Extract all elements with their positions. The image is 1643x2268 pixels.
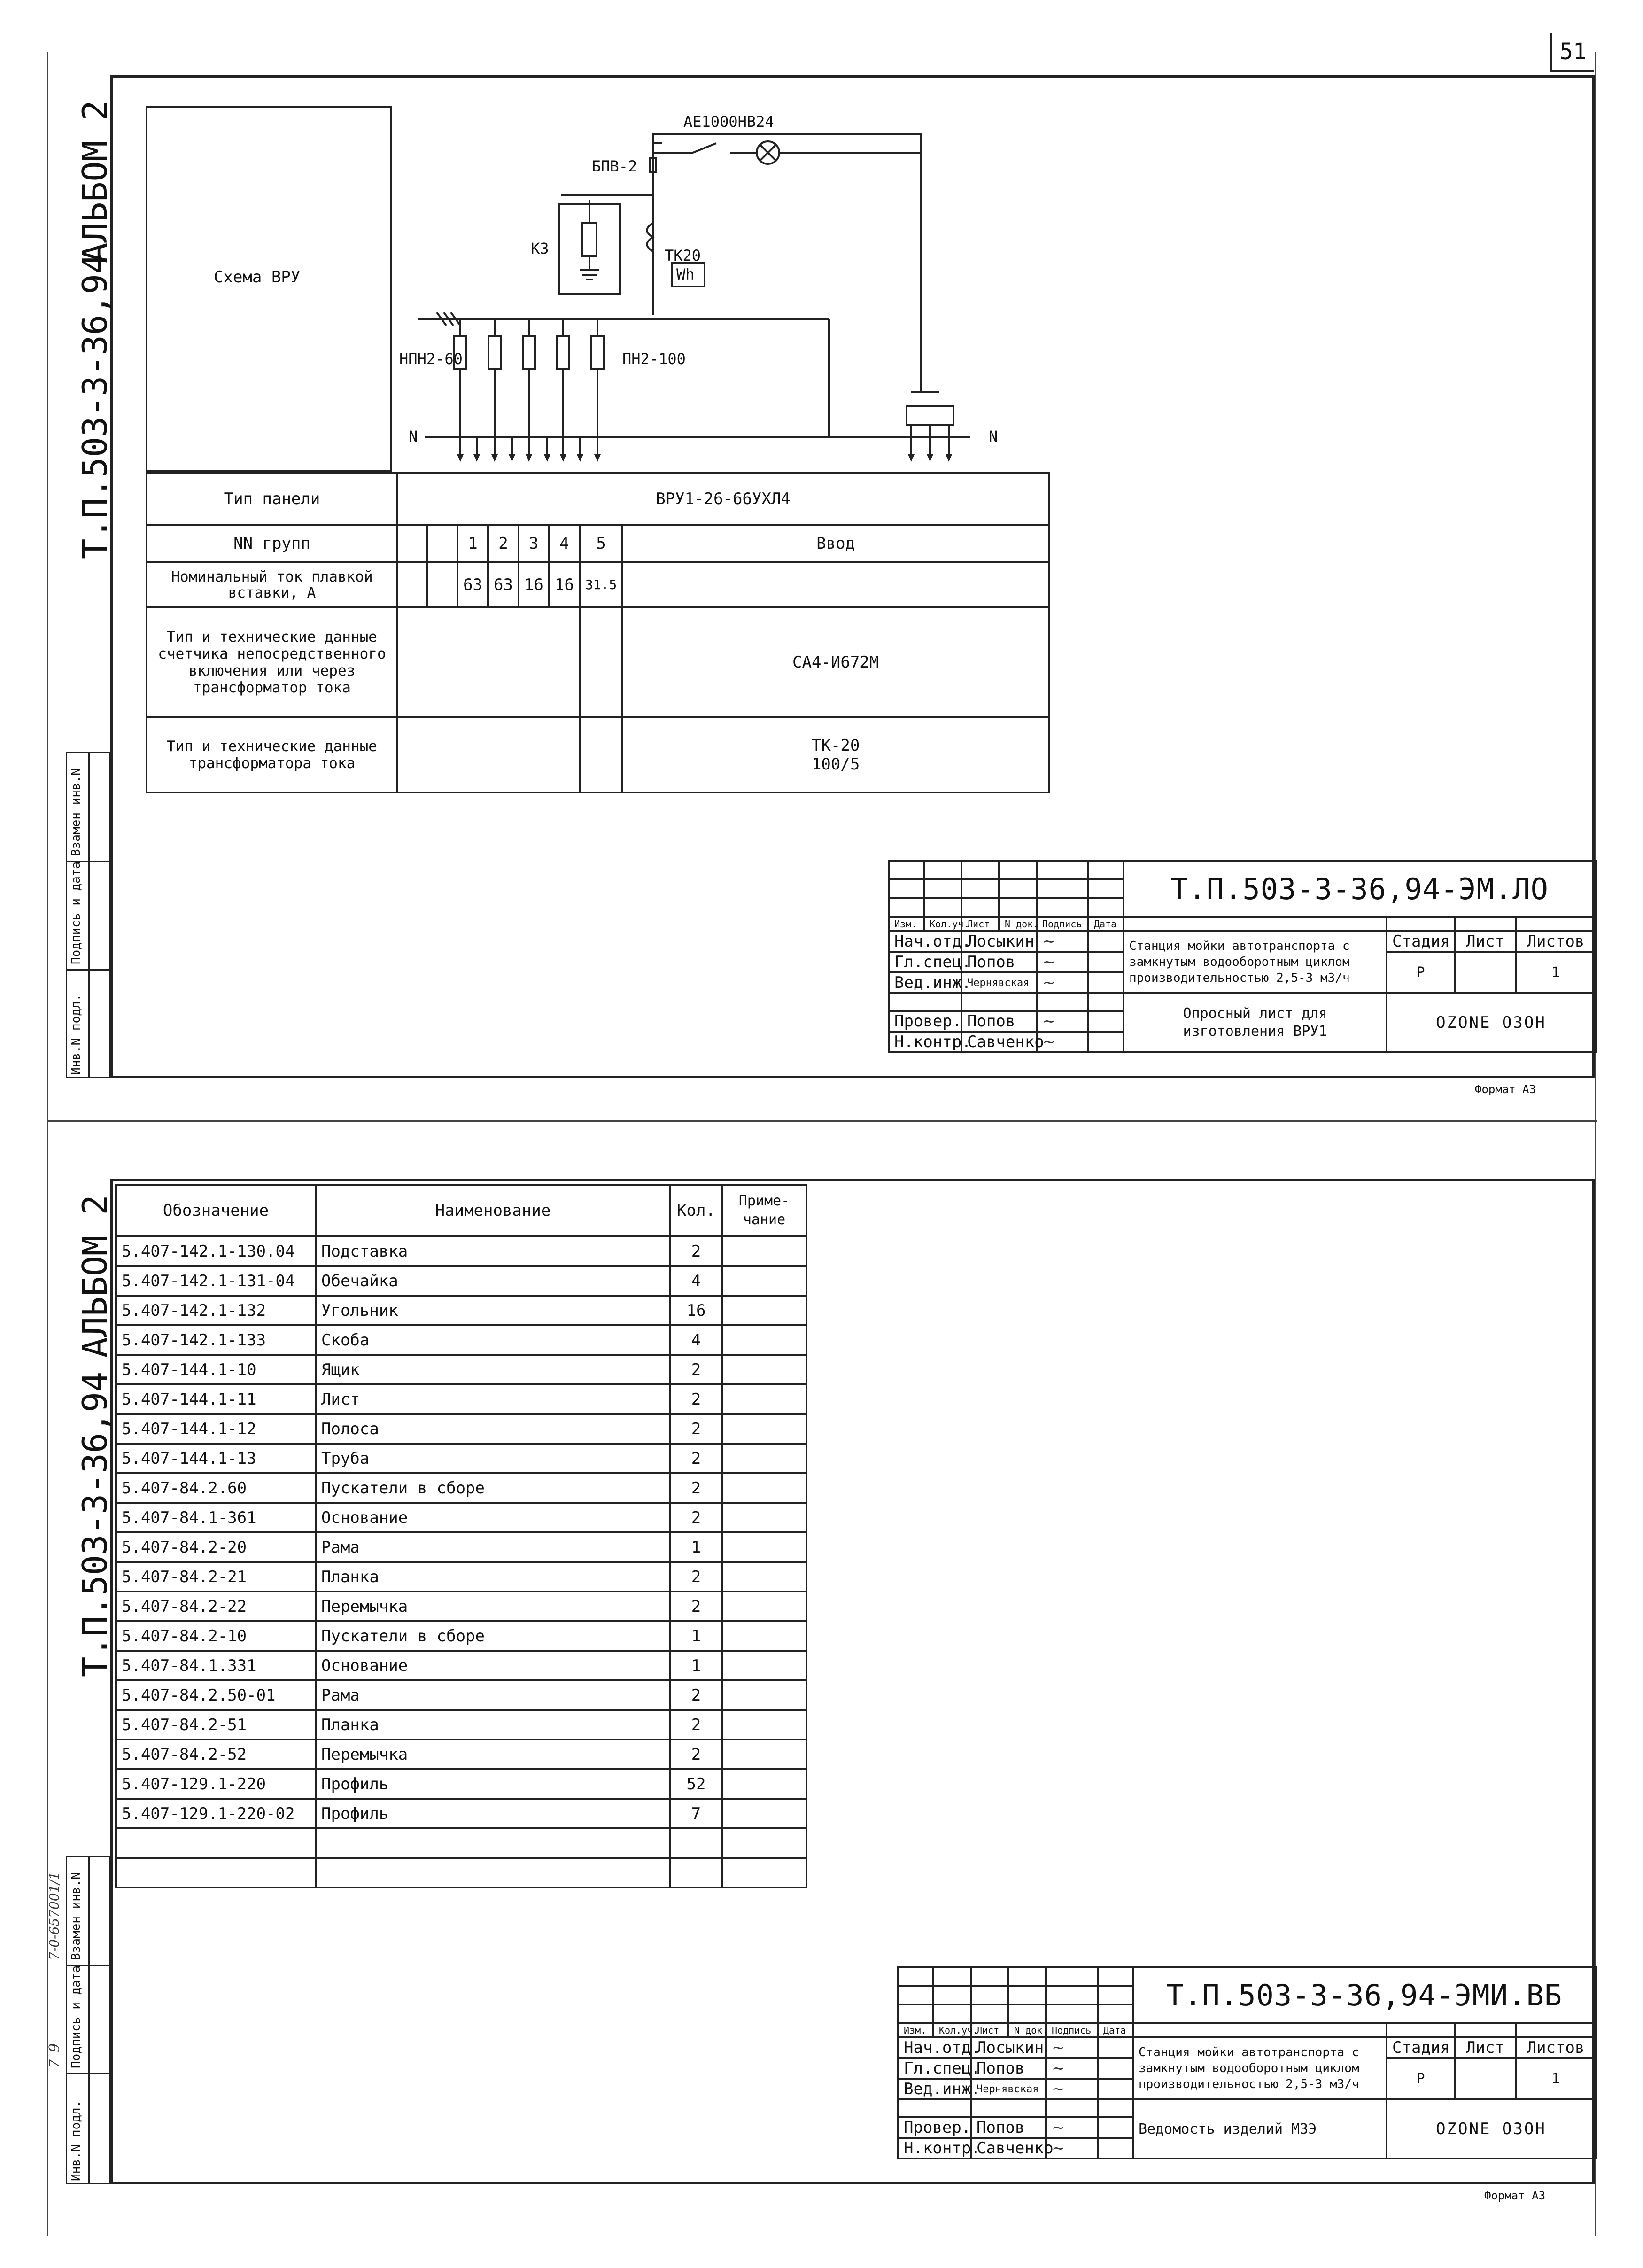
group-4: 4 <box>549 525 580 562</box>
side-album-label-top: АЛЬБОМ 2 <box>75 100 115 263</box>
spec-name: Перемычка <box>316 1740 670 1769</box>
spec-qty: 2 <box>670 1503 722 1532</box>
table-row <box>116 1562 806 1592</box>
top-h-ndok: N док. <box>999 917 1037 931</box>
spec-code: 5.407-84.2.50-01 <box>116 1680 316 1710</box>
bottom-logo: OZONE ОЗОН <box>1387 2099 1596 2159</box>
ct-type-value-cell <box>622 717 1049 792</box>
top-sheets-h: Листов <box>1516 931 1596 952</box>
breaker-label: АЕ1000НВ24 <box>683 113 774 131</box>
spec-note <box>722 1621 806 1651</box>
bottom-sheet-h: Лист <box>1455 2037 1516 2058</box>
neutral-right-label: N <box>989 427 998 445</box>
top-title: Опросный лист для изготовления ВРУ1 <box>1124 993 1387 1052</box>
meter-type-value: СА4-И672М <box>622 607 1049 717</box>
schematic-title: Схема ВРУ <box>214 268 301 287</box>
side-stamp-bottom <box>46 1856 110 2184</box>
table-row <box>116 1799 806 1828</box>
bottom-format-label: Формат А3 <box>1484 2189 1546 2202</box>
spec-name: Лист <box>316 1384 670 1414</box>
table-row <box>116 1621 806 1651</box>
spec-code: 5.407-144.1-13 <box>116 1444 316 1473</box>
table-row <box>116 1769 806 1799</box>
table-row <box>116 1236 806 1266</box>
top-stage: Р <box>1387 952 1455 993</box>
spec-h-qty: Кол. <box>670 1185 722 1236</box>
spec-name: Подставка <box>316 1236 670 1266</box>
side-stamp-podpis-b: Подпись и дата <box>69 1965 83 2068</box>
top-h-kol: Кол.уч. <box>924 917 961 931</box>
spec-qty: 2 <box>670 1710 722 1740</box>
sheet-divider <box>47 1120 1597 1122</box>
spec-qty: 2 <box>670 1236 722 1266</box>
side-stamp-podpis: Подпись и дата <box>69 861 83 964</box>
top-format-label: Формат А3 <box>1475 1083 1536 1096</box>
spec-name: Основание <box>316 1503 670 1532</box>
spec-code: 5.407-142.1-132 <box>116 1296 316 1325</box>
top-name-5: Савченко <box>961 1032 1037 1052</box>
top-role-4: Провер. <box>889 1011 961 1032</box>
table-row <box>116 1532 806 1562</box>
spec-qty: 4 <box>670 1325 722 1355</box>
spec-code: 5.407-84.2-21 <box>116 1562 316 1592</box>
spec-name: Пускатели в сборе <box>316 1473 670 1503</box>
spec-qty: 2 <box>670 1680 722 1710</box>
spec-code: 5.407-142.1-130.04 <box>116 1236 316 1266</box>
spec-qty: 1 <box>670 1532 722 1562</box>
spec-note <box>722 1473 806 1503</box>
meter-type-label: Тип и технические данные счетчика непосредственного включения или через трансформатор тока <box>147 607 397 717</box>
title-block-bottom: Т.П.503-3-36,94-ЭМИ.ВБ Изм. Кол.уч. Лист N док. Подпись Дата Нач.отд. Лосыкин ~ Станция мойки автотранспорта с замкнутым водооборотным циклом производительностью 2,5-3 м3/ч Стадия Лист Листов Гл.спец. Попов ~ Р 1 Вед.инж. Чернявская ~ Ведомость изделий МЗЭ OZONE ОЗОН Провер. Попов ~ Н.контр. Савченко ~ <box>897 1966 1596 2159</box>
bottom-h-podpis: Подпись <box>1046 2023 1098 2037</box>
spec-code: 5.407-84.2.60 <box>116 1473 316 1503</box>
table-row <box>116 1592 806 1621</box>
spec-name: Планка <box>316 1710 670 1740</box>
top-name-4: Попов <box>961 1011 1037 1032</box>
ct-label: ТК20 <box>665 247 701 264</box>
current-label: Номинальный ток плавкой вставки, А <box>147 562 397 607</box>
spec-qty: 2 <box>670 1740 722 1769</box>
top-role-5: Н.контр. <box>889 1032 961 1052</box>
panel-type-value: ВРУ1-26-66УХЛ4 <box>397 473 1049 525</box>
spec-name: Пускатели в сборе <box>316 1621 670 1651</box>
table-row <box>116 1325 806 1355</box>
spec-name: Профиль <box>316 1769 670 1799</box>
top-sheets: 1 <box>1516 952 1596 993</box>
bottom-name-5: Савченко <box>971 2138 1046 2159</box>
bottom-role-2: Гл.спец. <box>898 2058 971 2079</box>
bottom-stage-h: Стадия <box>1387 2037 1455 2058</box>
table-row <box>116 1710 806 1740</box>
spec-name: Труба <box>316 1444 670 1473</box>
spec-qty: 2 <box>670 1355 722 1384</box>
side-stamp-vzamen: Взамен инв.N <box>69 768 83 856</box>
bottom-stage: Р <box>1387 2058 1455 2099</box>
spec-name: Основание <box>316 1651 670 1680</box>
bottom-role-3: Вед.инж. <box>898 2079 971 2099</box>
spec-qty: 2 <box>670 1473 722 1503</box>
bottom-h-ndok: N док. <box>1008 2023 1046 2037</box>
top-name-2: Попов <box>961 952 1037 972</box>
spec-code: 5.407-129.1-220-02 <box>116 1799 316 1828</box>
table-row <box>116 1266 806 1296</box>
spec-code: 5.407-84.1.331 <box>116 1651 316 1680</box>
side-stamp-inv-b: Инв.N подл. <box>69 2100 83 2181</box>
spec-note <box>722 1414 806 1444</box>
spec-code: 5.407-144.1-11 <box>116 1384 316 1414</box>
schematic-diagram <box>392 106 1050 472</box>
spec-h-code: Обозначение <box>116 1185 316 1236</box>
spec-note <box>722 1296 806 1325</box>
table-row <box>116 1740 806 1769</box>
spec-name: Ящик <box>316 1355 670 1384</box>
title-block-top: Т.П.503-3-36,94-ЭМ.ЛО Изм. Кол.уч. Лист N док. Подпись Дата Нач.отд. Лосыкин ~ Станция мойки автотранспорта с замкнутым водооборотным циклом производительностью 2,5-3 м3/ч Стадия Лист Листов Гл.спец. Попов ~ Р 1 Вед.инж. Чернявская ~ Опросный лист для изготовления ВРУ1 OZONE ОЗОН Провер. Попов ~ Н.контр. Савченко ~ <box>888 860 1596 1053</box>
spec-note <box>722 1769 806 1799</box>
spec-qty: 4 <box>670 1266 722 1296</box>
spec-name: Скоба <box>316 1325 670 1355</box>
spec-note <box>722 1740 806 1769</box>
table-row <box>116 1473 806 1503</box>
spec-note <box>722 1680 806 1710</box>
spec-qty: 1 <box>670 1651 722 1680</box>
bottom-name-4: Попов <box>971 2117 1046 2138</box>
spec-qty: 2 <box>670 1592 722 1621</box>
spec-code: 5.407-84.2-52 <box>116 1740 316 1769</box>
table-row <box>116 1296 806 1325</box>
top-h-podpis: Подпись <box>1037 917 1088 931</box>
fuse-bpv-label: БПВ-2 <box>592 157 637 175</box>
table-row <box>116 1384 806 1414</box>
bottom-project: Станция мойки автотранспорта с замкнутым водооборотным циклом производительностью 2,5-3 м3/ч <box>1133 2037 1387 2099</box>
top-doc-code: Т.П.503-3-36,94-ЭМ.ЛО <box>1124 861 1596 917</box>
top-role-2: Гл.спец. <box>889 952 961 972</box>
schematic-left-box <box>146 106 392 472</box>
neutral-left-label: N <box>409 427 418 445</box>
spec-qty: 52 <box>670 1769 722 1799</box>
bottom-doc-code: Т.П.503-3-36,94-ЭМИ.ВБ <box>1133 1967 1596 2023</box>
spec-code: 5.407-142.1-133 <box>116 1325 316 1355</box>
table-row <box>116 1503 806 1532</box>
spec-name: Рама <box>316 1680 670 1710</box>
spec-code: 5.407-84.1-361 <box>116 1503 316 1532</box>
group-5: 5 <box>580 525 622 562</box>
spec-qty: 2 <box>670 1444 722 1473</box>
top-stage-h: Стадия <box>1387 931 1455 952</box>
top-role-1: Нач.отд. <box>889 931 961 952</box>
bottom-role-5: Н.контр. <box>898 2138 971 2159</box>
spec-name: Рама <box>316 1532 670 1562</box>
spec-note <box>722 1355 806 1384</box>
spec-name: Перемычка <box>316 1592 670 1621</box>
fuses-right-label: ПН2-100 <box>622 350 686 368</box>
spec-name: Угольник <box>316 1296 670 1325</box>
spec-h-note: Приме-чание <box>722 1185 806 1236</box>
top-sheet-h: Лист <box>1455 931 1516 952</box>
spec-qty: 2 <box>670 1384 722 1414</box>
bottom-sheets: 1 <box>1516 2058 1596 2099</box>
side-album-label-bottom: АЛЬБОМ 2 <box>75 1195 115 1358</box>
bottom-h-data: Дата <box>1098 2023 1133 2037</box>
side-stamp-vzamen-b: Взамен инв.N <box>69 1872 83 1960</box>
page-number-box <box>1550 33 1594 72</box>
top-logo: OZONE ОЗОН <box>1387 993 1596 1052</box>
current-4: 16 <box>549 562 580 607</box>
spec-table <box>115 1184 807 1888</box>
fuses-left-label: НПН2-60 <box>399 350 463 368</box>
top-h-list: Лист <box>961 917 999 931</box>
top-project: Станция мойки автотранспорта с замкнутым водооборотным циклом производительностью 2,5-3 м3/ч <box>1124 931 1387 993</box>
group-3: 3 <box>519 525 549 562</box>
spec-note <box>722 1562 806 1592</box>
table-row <box>116 1680 806 1710</box>
spec-note <box>722 1325 806 1355</box>
bottom-name-3: Чернявская <box>971 2079 1046 2099</box>
spec-code: 5.407-84.2-22 <box>116 1592 316 1621</box>
spec-note <box>722 1710 806 1740</box>
spec-code: 5.407-84.2-51 <box>116 1710 316 1740</box>
spec-code: 5.407-129.1-220 <box>116 1769 316 1799</box>
spec-note <box>722 1592 806 1621</box>
table-row <box>116 1444 806 1473</box>
top-name-3: Чернявская <box>961 972 1037 993</box>
spec-note <box>722 1236 806 1266</box>
current-5: 31.5 <box>580 562 622 607</box>
meter-label: Wh <box>676 265 695 283</box>
groups-label: NN групп <box>147 525 397 562</box>
top-h-izm: Изм. <box>889 917 924 931</box>
page-number: 51 <box>1559 39 1587 65</box>
spec-code: 5.407-142.1-131-04 <box>116 1266 316 1296</box>
spec-code: 5.407-84.2-10 <box>116 1621 316 1651</box>
ct-type-value-1: ТК-20 <box>811 736 860 755</box>
spec-qty: 2 <box>670 1414 722 1444</box>
side-doc-label-top: Т.П.503-3-36,94 <box>75 253 115 559</box>
spec-qty: 1 <box>670 1621 722 1651</box>
bottom-name-2: Попов <box>971 2058 1046 2079</box>
side-stamp-top <box>66 752 110 1078</box>
current-1: 63 <box>457 562 488 607</box>
sheet-right-edge <box>1595 52 1596 2236</box>
spec-name: Полоса <box>316 1414 670 1444</box>
spec-code: 5.407-144.1-10 <box>116 1355 316 1384</box>
group-2: 2 <box>488 525 519 562</box>
spec-note <box>722 1532 806 1562</box>
handwritten-note-2: 7-0-657001/1 <box>46 1872 62 1960</box>
current-2: 63 <box>488 562 519 607</box>
top-h-data: Дата <box>1088 917 1124 931</box>
top-role-3: Вед.инж. <box>889 972 961 993</box>
bottom-h-kol: Кол.уч. <box>933 2023 971 2037</box>
spec-qty: 7 <box>670 1799 722 1828</box>
side-doc-label-bottom: Т.П.503-3-36,94 <box>75 1371 115 1677</box>
bottom-sheets-h: Листов <box>1516 2037 1596 2058</box>
spec-note <box>722 1266 806 1296</box>
panel-table <box>146 472 1050 793</box>
spec-note <box>722 1651 806 1680</box>
spec-code: 5.407-84.2-20 <box>116 1532 316 1562</box>
spec-note <box>722 1799 806 1828</box>
spec-h-name: Наименование <box>316 1185 670 1236</box>
spec-name: Планка <box>316 1562 670 1592</box>
ct-type-label: Тип и технические данные трансформатора тока <box>147 717 397 792</box>
bottom-name-1: Лосыкин <box>971 2037 1046 2058</box>
bottom-role-4: Провер. <box>898 2117 971 2138</box>
spec-name: Профиль <box>316 1799 670 1828</box>
spec-code: 5.407-144.1-12 <box>116 1414 316 1444</box>
bottom-h-list: Лист <box>971 2023 1008 2037</box>
table-row <box>116 1355 806 1384</box>
spec-qty: 2 <box>670 1562 722 1592</box>
spec-note <box>722 1444 806 1473</box>
top-name-1: Лосыкин <box>961 931 1037 952</box>
spec-name: Обечайка <box>316 1266 670 1296</box>
spec-note <box>722 1503 806 1532</box>
input-label: Ввод <box>622 525 1049 562</box>
side-stamp-inv: Инв.N подл. <box>69 994 83 1075</box>
bottom-title: Ведомость изделий МЗЭ <box>1133 2099 1387 2159</box>
table-row <box>116 1651 806 1680</box>
table-row <box>116 1414 806 1444</box>
group-1: 1 <box>457 525 488 562</box>
panel-type-label: Тип панели <box>147 473 397 525</box>
ct-type-value-2: 100/5 <box>811 755 860 774</box>
current-3: 16 <box>519 562 549 607</box>
handwritten-note-1: 7_9 <box>46 2043 63 2068</box>
bottom-h-izm: Изм. <box>898 2023 933 2037</box>
spec-qty: 16 <box>670 1296 722 1325</box>
kz-label: КЗ <box>531 240 549 257</box>
spec-note <box>722 1384 806 1414</box>
bottom-role-1: Нач.отд. <box>898 2037 971 2058</box>
